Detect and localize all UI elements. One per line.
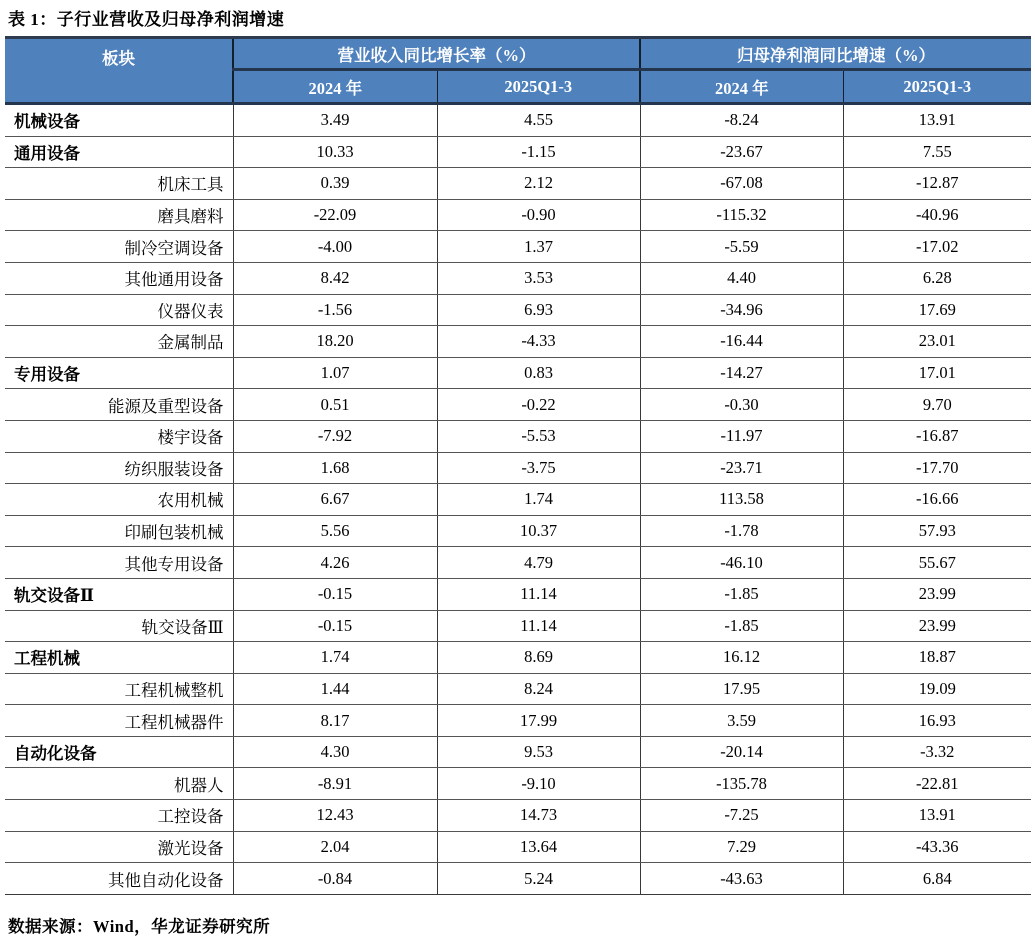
value-cell: 8.17	[233, 705, 437, 737]
sector-cell: 其他专用设备	[5, 547, 233, 579]
value-cell: 1.74	[437, 484, 640, 516]
value-cell: -7.92	[233, 420, 437, 452]
table-row	[5, 136, 1031, 168]
value-cell: -17.70	[843, 452, 1031, 484]
value-cell: -4.33	[437, 326, 640, 358]
value-cell: 17.69	[843, 294, 1031, 326]
header-profit-2024: 2024 年	[640, 70, 843, 104]
sector-cell: 楼宇设备	[5, 420, 233, 452]
value-cell: 0.83	[437, 357, 640, 389]
sector-cell: 工程机械	[5, 642, 233, 674]
value-cell: 6.93	[437, 294, 640, 326]
sector-cell: 机械设备	[5, 104, 233, 137]
value-cell: -8.24	[640, 104, 843, 137]
value-cell: -20.14	[640, 736, 843, 768]
value-cell: 23.99	[843, 610, 1031, 642]
value-cell: -0.30	[640, 389, 843, 421]
value-cell: 5.24	[437, 863, 640, 895]
value-cell: 9.70	[843, 389, 1031, 421]
value-cell: 13.91	[843, 800, 1031, 832]
value-cell: -7.25	[640, 800, 843, 832]
table-row	[5, 262, 1031, 294]
value-cell: -4.00	[233, 231, 437, 263]
sector-cell: 工程机械整机	[5, 673, 233, 705]
value-cell: 3.49	[233, 104, 437, 137]
table-row	[5, 800, 1031, 832]
sector-cell: 能源及重型设备	[5, 389, 233, 421]
table-row	[5, 326, 1031, 358]
sector-cell: 农用机械	[5, 484, 233, 516]
value-cell: -0.15	[233, 610, 437, 642]
value-cell: -3.32	[843, 736, 1031, 768]
value-cell: 1.37	[437, 231, 640, 263]
value-cell: -46.10	[640, 547, 843, 579]
value-cell: 7.29	[640, 831, 843, 863]
value-cell: 23.99	[843, 578, 1031, 610]
value-cell: 1.68	[233, 452, 437, 484]
value-cell: 10.37	[437, 515, 640, 547]
table-row	[5, 420, 1031, 452]
value-cell: 4.30	[233, 736, 437, 768]
value-cell: 6.84	[843, 863, 1031, 895]
table-row	[5, 231, 1031, 263]
value-cell: -3.75	[437, 452, 640, 484]
table-body	[5, 104, 1031, 895]
value-cell: -0.90	[437, 199, 640, 231]
value-cell: -11.97	[640, 420, 843, 452]
value-cell: -40.96	[843, 199, 1031, 231]
sector-cell: 其他自动化设备	[5, 863, 233, 895]
value-cell: -5.59	[640, 231, 843, 263]
sector-cell: 专用设备	[5, 357, 233, 389]
value-cell: 4.26	[233, 547, 437, 579]
value-cell: -1.85	[640, 610, 843, 642]
table-row	[5, 547, 1031, 579]
value-cell: -43.36	[843, 831, 1031, 863]
value-cell: -0.22	[437, 389, 640, 421]
value-cell: 18.87	[843, 642, 1031, 674]
table-row	[5, 578, 1031, 610]
table-row	[5, 104, 1031, 137]
value-cell: -22.81	[843, 768, 1031, 800]
industry-growth-table	[5, 36, 1031, 895]
value-cell: 5.56	[233, 515, 437, 547]
table-row	[5, 705, 1031, 737]
value-cell: 57.93	[843, 515, 1031, 547]
value-cell: -23.71	[640, 452, 843, 484]
header-revenue-2025q13: 2025Q1-3	[437, 70, 640, 104]
table-title: 表 1：子行业营收及归母净利润增速	[8, 10, 285, 29]
value-cell: -67.08	[640, 168, 843, 200]
value-cell: 11.14	[437, 578, 640, 610]
value-cell: 16.12	[640, 642, 843, 674]
value-cell: 13.91	[843, 104, 1031, 137]
value-cell: 17.01	[843, 357, 1031, 389]
value-cell: -17.02	[843, 231, 1031, 263]
value-cell: -1.15	[437, 136, 640, 168]
sector-cell: 通用设备	[5, 136, 233, 168]
value-cell: 1.74	[233, 642, 437, 674]
value-cell: -16.87	[843, 420, 1031, 452]
value-cell: 8.69	[437, 642, 640, 674]
value-cell: 16.93	[843, 705, 1031, 737]
sector-cell: 轨交设备Ⅲ	[5, 610, 233, 642]
value-cell: -8.91	[233, 768, 437, 800]
data-source-note: 数据来源：Wind，华龙证券研究所	[8, 917, 271, 936]
header-revenue-2024: 2024 年	[233, 70, 437, 104]
value-cell: 1.07	[233, 357, 437, 389]
value-cell: 8.42	[233, 262, 437, 294]
value-cell: -16.66	[843, 484, 1031, 516]
header-profit-2025q13: 2025Q1-3	[843, 70, 1031, 104]
value-cell: -22.09	[233, 199, 437, 231]
sector-cell: 机床工具	[5, 168, 233, 200]
value-cell: 55.67	[843, 547, 1031, 579]
value-cell: 1.44	[233, 673, 437, 705]
value-cell: 14.73	[437, 800, 640, 832]
table-row	[5, 294, 1031, 326]
value-cell: 3.53	[437, 262, 640, 294]
value-cell: 113.58	[640, 484, 843, 516]
header-net-profit-growth-group: 归母净利润同比增速（%）	[640, 38, 1031, 70]
value-cell: -0.84	[233, 863, 437, 895]
value-cell: 2.04	[233, 831, 437, 863]
value-cell: 6.67	[233, 484, 437, 516]
value-cell: -5.53	[437, 420, 640, 452]
value-cell: 0.51	[233, 389, 437, 421]
header-sector: 板块	[5, 38, 233, 104]
table-row	[5, 863, 1031, 895]
value-cell: 7.55	[843, 136, 1031, 168]
value-cell: -115.32	[640, 199, 843, 231]
value-cell: -34.96	[640, 294, 843, 326]
value-cell: -9.10	[437, 768, 640, 800]
value-cell: -16.44	[640, 326, 843, 358]
value-cell: 4.79	[437, 547, 640, 579]
value-cell: -12.87	[843, 168, 1031, 200]
sector-cell: 工控设备	[5, 800, 233, 832]
sector-cell: 纺织服装设备	[5, 452, 233, 484]
value-cell: 12.43	[233, 800, 437, 832]
value-cell: 6.28	[843, 262, 1031, 294]
value-cell: 2.12	[437, 168, 640, 200]
value-cell: -1.56	[233, 294, 437, 326]
sector-cell: 制冷空调设备	[5, 231, 233, 263]
table-row	[5, 357, 1031, 389]
value-cell: 18.20	[233, 326, 437, 358]
header-revenue-growth-group: 营业收入同比增长率（%）	[233, 38, 640, 70]
value-cell: -23.67	[640, 136, 843, 168]
value-cell: 8.24	[437, 673, 640, 705]
table-row	[5, 389, 1031, 421]
table-row	[5, 484, 1031, 516]
table-row	[5, 831, 1031, 863]
value-cell: 19.09	[843, 673, 1031, 705]
value-cell: 13.64	[437, 831, 640, 863]
value-cell: -135.78	[640, 768, 843, 800]
value-cell: 10.33	[233, 136, 437, 168]
table-row	[5, 168, 1031, 200]
value-cell: 4.55	[437, 104, 640, 137]
value-cell: 17.95	[640, 673, 843, 705]
sector-cell: 工程机械器件	[5, 705, 233, 737]
value-cell: -1.78	[640, 515, 843, 547]
table-row	[5, 642, 1031, 674]
sector-cell: 金属制品	[5, 326, 233, 358]
sector-cell: 磨具磨料	[5, 199, 233, 231]
header-group-row	[5, 38, 1031, 70]
value-cell: -14.27	[640, 357, 843, 389]
value-cell: -0.15	[233, 578, 437, 610]
value-cell: -1.85	[640, 578, 843, 610]
table-row	[5, 515, 1031, 547]
sector-cell: 其他通用设备	[5, 262, 233, 294]
sector-cell: 激光设备	[5, 831, 233, 863]
sector-cell: 轨交设备Ⅱ	[5, 578, 233, 610]
table-header	[5, 38, 1031, 104]
sector-cell: 机器人	[5, 768, 233, 800]
value-cell: 23.01	[843, 326, 1031, 358]
value-cell: 17.99	[437, 705, 640, 737]
table-row	[5, 199, 1031, 231]
table-row	[5, 768, 1031, 800]
table-row	[5, 736, 1031, 768]
table-row	[5, 673, 1031, 705]
sector-cell: 仪器仪表	[5, 294, 233, 326]
value-cell: -43.63	[640, 863, 843, 895]
value-cell: 0.39	[233, 168, 437, 200]
sector-cell: 自动化设备	[5, 736, 233, 768]
value-cell: 4.40	[640, 262, 843, 294]
value-cell: 11.14	[437, 610, 640, 642]
table-row	[5, 452, 1031, 484]
value-cell: 3.59	[640, 705, 843, 737]
value-cell: 9.53	[437, 736, 640, 768]
table-row	[5, 610, 1031, 642]
sector-cell: 印刷包装机械	[5, 515, 233, 547]
